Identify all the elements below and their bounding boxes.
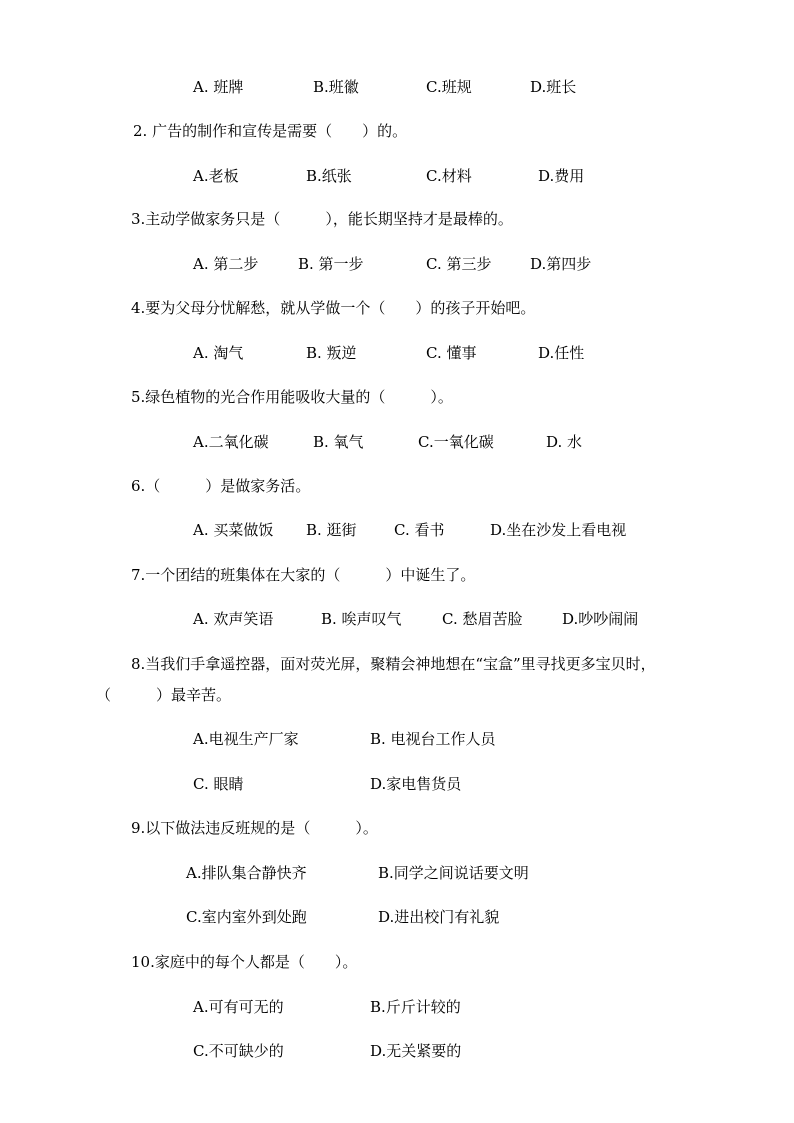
option-a: A. 第二步: [193, 255, 259, 273]
option-d: D.家电售货员: [370, 775, 462, 793]
option-b: B. 唉声叹气: [321, 610, 402, 628]
option-a: A.可有可无的: [193, 998, 284, 1016]
question-7: 7.一个团结的班集体在大家的（ ）中诞生了。: [131, 566, 476, 584]
option-d: D.无关紧要的: [370, 1042, 462, 1060]
question-10: 10.家庭中的每个人都是（ ）。: [131, 953, 358, 971]
question-4: 4.要为父母分忧解愁，就从学做一个（ ）的孩子开始吧。: [131, 299, 536, 317]
option-d: D.任性: [538, 344, 585, 362]
question-8: 8.当我们手拿遥控器，面对荧光屏，聚精会神地想在“宝盒”里寻找更多宝贝时，: [131, 655, 656, 673]
option-d: D.班长: [530, 78, 577, 96]
option-c: C. 第三步: [426, 255, 492, 273]
option-b: B. 氧气: [313, 433, 364, 451]
option-a: A.二氧化碳: [193, 433, 269, 451]
question-8-continued: （ ）最辛苦。: [96, 686, 232, 704]
option-a: A.电视生产厂家: [193, 730, 299, 748]
option-b: B.纸张: [306, 167, 352, 185]
option-c: C. 懂事: [426, 344, 477, 362]
option-d: D.坐在沙发上看电视: [490, 521, 627, 539]
option-d: D. 水: [546, 433, 583, 451]
option-b: B. 第一步: [298, 255, 364, 273]
option-b: B.斤斤计较的: [370, 998, 461, 1016]
option-c: C. 愁眉苦脸: [442, 610, 523, 628]
option-c: C.一氧化碳: [418, 433, 494, 451]
option-a: A.排队集合静快齐: [186, 864, 307, 882]
option-c: C. 看书: [394, 521, 445, 539]
option-a: A.老板: [193, 167, 239, 185]
question-9: 9.以下做法违反班规的是（ ）。: [131, 819, 378, 837]
option-b: B.同学之间说话要文明: [378, 864, 529, 882]
question-5: 5.绿色植物的光合作用能吸收大量的（ ）。: [131, 388, 453, 406]
question-6: 6.（ ）是做家务活。: [131, 477, 311, 495]
option-d: D.费用: [538, 167, 585, 185]
option-c: C. 眼睛: [193, 775, 244, 793]
option-d: D.第四步: [530, 255, 592, 273]
option-d: D.进出校门有礼貌: [378, 908, 500, 926]
option-b: B. 叛逆: [306, 344, 357, 362]
question-3: 3.主动学做家务只是（ ），能长期坚持才是最棒的。: [131, 210, 513, 228]
option-c: C.不可缺少的: [193, 1042, 284, 1060]
option-c: C.班规: [426, 78, 472, 96]
option-b: B.班徽: [313, 78, 359, 96]
option-a: A. 买菜做饭: [193, 521, 274, 539]
option-b: B. 电视台工作人员: [370, 730, 496, 748]
option-d: D.吵吵闹闹: [562, 610, 639, 628]
option-a: A. 淘气: [193, 344, 244, 362]
question-2: 2. 广告的制作和宣传是需要（ ）的。: [133, 122, 408, 140]
option-a: A. 欢声笑语: [193, 610, 274, 628]
option-c: C.室内室外到处跑: [186, 908, 307, 926]
option-c: C.材料: [426, 167, 472, 185]
option-a: A. 班牌: [193, 78, 244, 96]
option-b: B. 逛街: [306, 521, 357, 539]
